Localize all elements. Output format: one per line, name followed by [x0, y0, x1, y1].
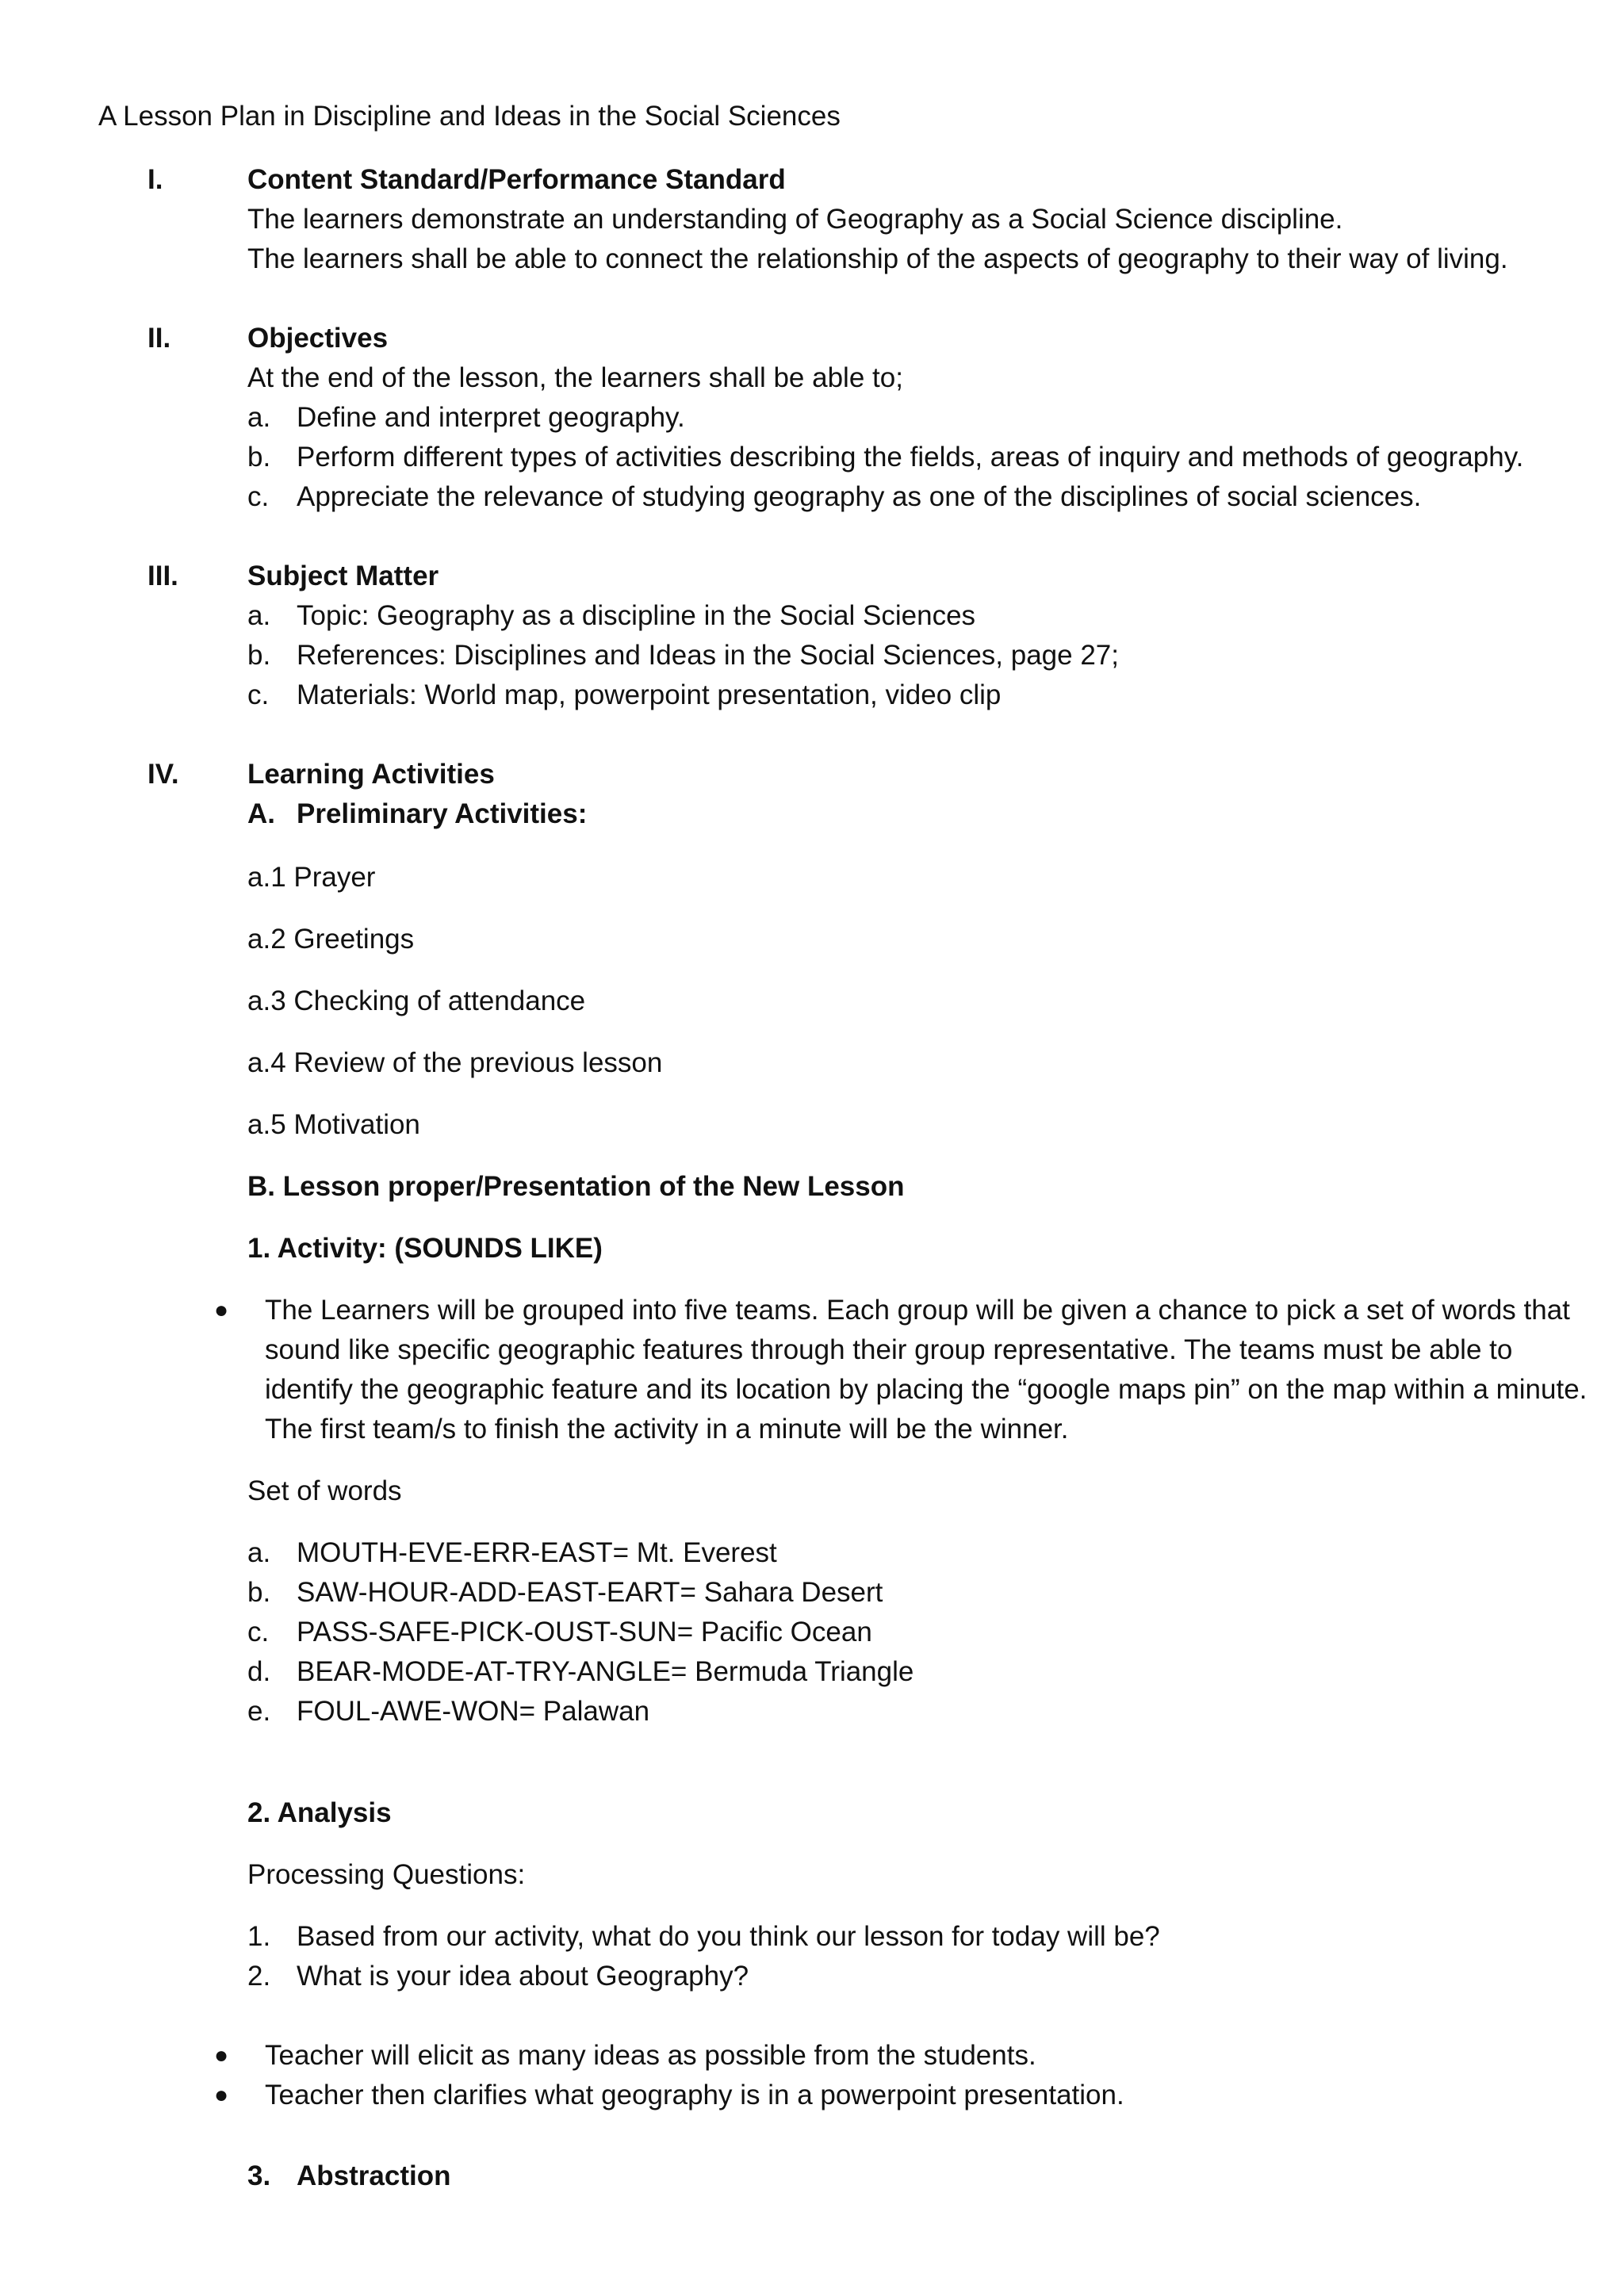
bullet-text: Teacher then clarifies what geography is in a powerpoint presentation. — [265, 2080, 1124, 2110]
list-text: Abstraction — [297, 2160, 451, 2191]
list-item — [247, 1533, 1548, 1573]
list-text: Preliminary Activities: — [297, 798, 588, 829]
processing-questions-label: Processing Questions: — [247, 1859, 526, 1890]
abstraction-body — [247, 2156, 1548, 2196]
bullet-icon: ● — [214, 2042, 229, 2068]
section-heading: Content Standard/Performance Standard — [247, 164, 786, 195]
bullet-icon: ● — [214, 2082, 229, 2108]
paragraph-line: At the end of the lesson, the learners shall be able to; — [247, 362, 903, 393]
list-marker: e. — [247, 1696, 271, 1727]
list-item — [247, 1957, 1548, 1996]
list-text: Appreciate the relevance of studying geography as one of the disciplines of social sciences. — [297, 481, 1422, 512]
list-text: FOUL-AWE-WON= Palawan — [297, 1696, 650, 1727]
prelim-item: a.2 Greetings — [247, 924, 415, 955]
section-number: III. — [147, 561, 178, 591]
list-marker: c. — [247, 1617, 270, 1647]
section-body — [247, 755, 1548, 834]
list-item — [247, 2156, 1548, 2196]
bullet-text: The Learners will be grouped into five teams. Each group will be given a chance to pick a set of words that sound like specific geographic features through their group representative. The teams must be able to identify the geographic feature and its location by placing the “google maps pin” on the map within a minute. The first team/s to finish the activity in a minute will be the winner. — [265, 1295, 1588, 1445]
analysis-heading: 2. Analysis — [247, 1797, 392, 1828]
list-marker: c. — [247, 679, 270, 710]
list-item — [247, 1917, 1548, 1957]
teacher-bullet — [214, 2076, 1562, 2115]
section-body — [247, 557, 1548, 715]
section-heading: Learning Activities — [247, 759, 495, 790]
list-marker: b. — [247, 442, 271, 473]
list-marker: c. — [247, 481, 270, 512]
activity-bullet — [214, 1291, 1588, 1453]
section-body — [247, 160, 1548, 279]
list-text: Topic: Geography as a discipline in the Social Sciences — [297, 600, 976, 631]
section-heading: Subject Matter — [247, 561, 439, 591]
section-body — [247, 319, 1548, 517]
bullet-text: Teacher will elicit as many ideas as possible from the students. — [265, 2040, 1036, 2071]
list-text: BEAR-MODE-AT-TRY-ANGLE= Bermuda Triangle — [297, 1656, 914, 1687]
bullet-icon: ● — [214, 1297, 229, 1323]
subsection-heading: B. Lesson proper/Presentation of the New Lesson — [247, 1171, 905, 1202]
activity-heading: 1. Activity: (SOUNDS LIKE) — [247, 1233, 603, 1264]
list-item — [247, 438, 1548, 477]
section-heading: Objectives — [247, 323, 389, 354]
teacher-bullet — [214, 2036, 1562, 2076]
questions-list-body — [247, 1917, 1548, 1996]
list-item — [247, 1613, 1548, 1652]
prelim-item: a.1 Prayer — [247, 862, 376, 893]
list-item — [247, 675, 1548, 715]
prelim-item: a.4 Review of the previous lesson — [247, 1047, 663, 1078]
list-marker: 1. — [247, 1921, 271, 1952]
list-marker: a. — [247, 600, 271, 631]
list-item — [247, 636, 1548, 675]
list-text: Define and interpret geography. — [297, 402, 685, 433]
list-text: Perform different types of activities describing the fields, areas of inquiry and methods of geography. — [297, 442, 1524, 473]
subsection-heading — [247, 794, 1548, 834]
list-marker: 2. — [247, 1961, 271, 1992]
prelim-item: a.3 Checking of attendance — [247, 985, 586, 1016]
paragraph-line: The learners shall be able to connect the relationship of the aspects of geography to their way of living. — [247, 243, 1508, 274]
list-marker: b. — [247, 640, 271, 671]
list-marker: a. — [247, 1537, 271, 1568]
document-title: A Lesson Plan in Discipline and Ideas in the Social Sciences — [98, 101, 841, 132]
section-number: II. — [147, 323, 171, 354]
list-text: References: Disciplines and Ideas in the Social Sciences, page 27; — [297, 640, 1119, 671]
list-item — [247, 477, 1548, 517]
list-text: What is your idea about Geography? — [297, 1961, 749, 1992]
paragraph-line: The learners demonstrate an understanding of Geography as a Social Science discipline. — [247, 204, 1343, 235]
list-item — [247, 1692, 1548, 1732]
set-of-words-label: Set of words — [247, 1475, 402, 1506]
list-marker: d. — [247, 1656, 271, 1687]
section-number: I. — [147, 164, 163, 195]
section-number: IV. — [147, 759, 179, 790]
words-list-body — [247, 1533, 1548, 1732]
list-item — [247, 398, 1548, 438]
list-item — [247, 1652, 1548, 1692]
prelim-item: a.5 Motivation — [247, 1109, 420, 1140]
list-marker: A. — [247, 798, 275, 829]
list-text: SAW-HOUR-ADD-EAST-EART= Sahara Desert — [297, 1577, 883, 1608]
list-marker: 3. — [247, 2160, 271, 2191]
list-marker: a. — [247, 402, 271, 433]
list-item — [247, 1573, 1548, 1613]
list-item — [247, 596, 1548, 636]
list-text: PASS-SAFE-PICK-OUST-SUN= Pacific Ocean — [297, 1617, 872, 1647]
list-text: MOUTH-EVE-ERR-EAST= Mt. Everest — [297, 1537, 777, 1568]
list-marker: b. — [247, 1577, 271, 1608]
list-text: Based from our activity, what do you think our lesson for today will be? — [297, 1921, 1160, 1952]
list-text: Materials: World map, powerpoint presentation, video clip — [297, 679, 1002, 710]
